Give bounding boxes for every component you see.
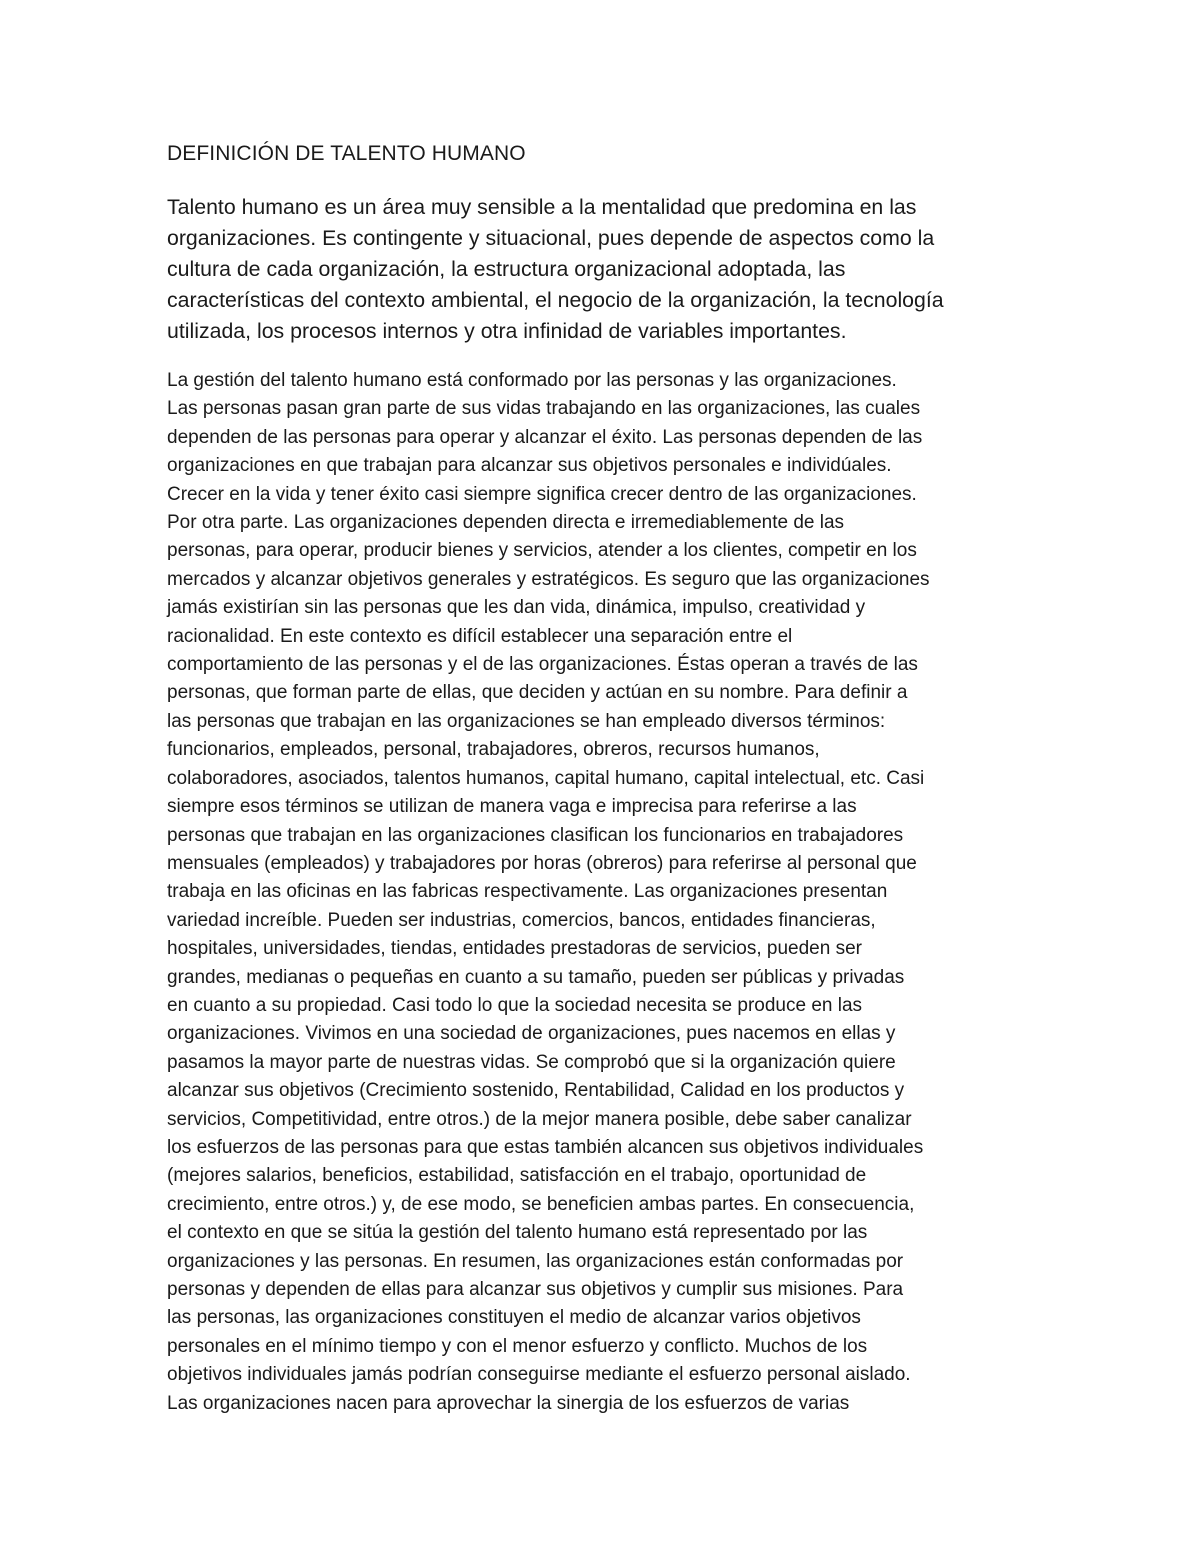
body-line: personales en el mínimo tiempo y con el menor esfuerzo y conflicto. Muchos de los xyxy=(167,1335,868,1357)
body-line: pasamos la mayor parte de nuestras vidas. Se comprobó que si la organización quiere xyxy=(167,1051,896,1073)
intro-line: cultura de cada organización, la estructura organizacional adoptada, las xyxy=(167,257,846,281)
body-line: jamás existirían sin las personas que les dan vida, dinámica, impulso, creatividad y xyxy=(167,597,866,619)
body-line: siempre esos términos se utilizan de manera vaga e imprecisa para referirse a las xyxy=(167,796,857,818)
body-line: los esfuerzos de las personas para que estas también alcancen sus objetivos individuales xyxy=(167,1136,924,1158)
body-line: las personas, las organizaciones constituyen el medio de alcanzar varios objetivos xyxy=(167,1307,861,1329)
body-line: Por otra parte. Las organizaciones dependen directa e irremediablemente de las xyxy=(167,512,845,534)
body-line: Las organizaciones nacen para aprovechar la sinergia de los esfuerzos de varias xyxy=(167,1392,850,1414)
intro-line: organizaciones. Es contingente y situacional, pues depende de aspectos como la xyxy=(167,226,935,250)
body-line: mensuales (empleados) y trabajadores por horas (obreros) para referirse al personal que xyxy=(167,852,917,874)
body-line: colaboradores, asociados, talentos humanos, capital humano, capital intelectual, etc. Casi xyxy=(167,767,925,789)
body-line: mercados y alcanzar objetivos generales y estratégicos. Es seguro que las organizaciones xyxy=(167,568,930,590)
body-line: alcanzar sus objetivos (Crecimiento sostenido, Rentabilidad, Calidad en los productos y xyxy=(167,1080,905,1102)
body-paragraph xyxy=(167,367,1047,1418)
body-line: organizaciones. Vivimos en una sociedad de organizaciones, pues nacemos en ellas y xyxy=(167,1023,896,1045)
body-line: el contexto en que se sitúa la gestión del talento humano está representado por las xyxy=(167,1222,868,1244)
intro-line: utilizada, los procesos internos y otra infinidad de variables importantes. xyxy=(167,319,847,343)
body-line: personas y dependen de ellas para alcanzar sus objetivos y cumplir sus misiones. Para xyxy=(167,1279,904,1300)
body-line: crecimiento, entre otros.) y, de ese modo, se beneficien ambas partes. En consecuencia, xyxy=(167,1193,915,1215)
intro-paragraph xyxy=(167,192,1047,347)
body-line: grandes, medianas o pequeñas en cuanto a su tamaño, pueden ser públicas y privadas xyxy=(167,966,905,988)
body-line: hospitales, universidades, tiendas, entidades prestadoras de servicios, pueden ser xyxy=(167,938,862,960)
body-line: racionalidad. En este contexto es difícil establecer una separación entre el xyxy=(167,625,793,647)
body-line: en cuanto a su propiedad. Casi todo lo que la sociedad necesita se produce en las xyxy=(167,994,863,1016)
body-line: organizaciones y las personas. En resumen, las organizaciones están conformadas por xyxy=(167,1250,904,1272)
body-line: personas, que forman parte de ellas, que deciden y actúan en su nombre. Para definir a xyxy=(167,682,908,704)
body-line: La gestión del talento humano está conformado por las personas y las organizaciones. xyxy=(167,370,897,391)
body-line: (mejores salarios, beneficios, estabilidad, satisfacción en el trabajo, oportunidad de xyxy=(167,1165,867,1187)
body-line: Crecer en la vida y tener éxito casi siempre significa crecer dentro de las organizaciones. xyxy=(167,483,917,505)
body-line: Las personas pasan gran parte de sus vidas trabajando en las organizaciones, las cuales xyxy=(167,398,921,420)
intro-line: Talento humano es un área muy sensible a la mentalidad que predomina en las xyxy=(167,195,917,219)
body-line: trabaja en las oficinas en las fabricas respectivamente. Las organizaciones presentan xyxy=(167,881,888,903)
body-line: personas, para operar, producir bienes y servicios, atender a los clientes, competir en los xyxy=(167,540,917,562)
body-line: organizaciones en que trabajan para alcanzar sus objetivos personales e individúales. xyxy=(167,455,892,477)
body-line: funcionarios, empleados, personal, trabajadores, obreros, recursos humanos, xyxy=(167,739,820,761)
document-content xyxy=(167,140,1047,1418)
document-title: DEFINICIÓN DE TALENTO HUMANO xyxy=(167,142,526,165)
body-line: variedad increíble. Pueden ser industrias, comercios, bancos, entidades financieras, xyxy=(167,909,876,931)
body-line: comportamiento de las personas y el de las organizaciones. Éstas operan a través de las xyxy=(167,654,918,676)
body-line: las personas que trabajan en las organizaciones se han empleado diversos términos: xyxy=(167,710,886,732)
body-line: servicios, Competitividad, entre otros.) de la mejor manera posible, debe saber canalizar xyxy=(167,1108,912,1130)
body-line: dependen de las personas para operar y alcanzar el éxito. Las personas dependen de las xyxy=(167,426,923,448)
body-line: objetivos individuales jamás podrían conseguirse mediante el esfuerzo personal aislado. xyxy=(167,1364,911,1386)
body-line: personas que trabajan en las organizaciones clasifican los funcionarios en trabajadores xyxy=(167,824,904,846)
intro-line: características del contexto ambiental, el negocio de la organización, la tecnología xyxy=(167,288,944,312)
